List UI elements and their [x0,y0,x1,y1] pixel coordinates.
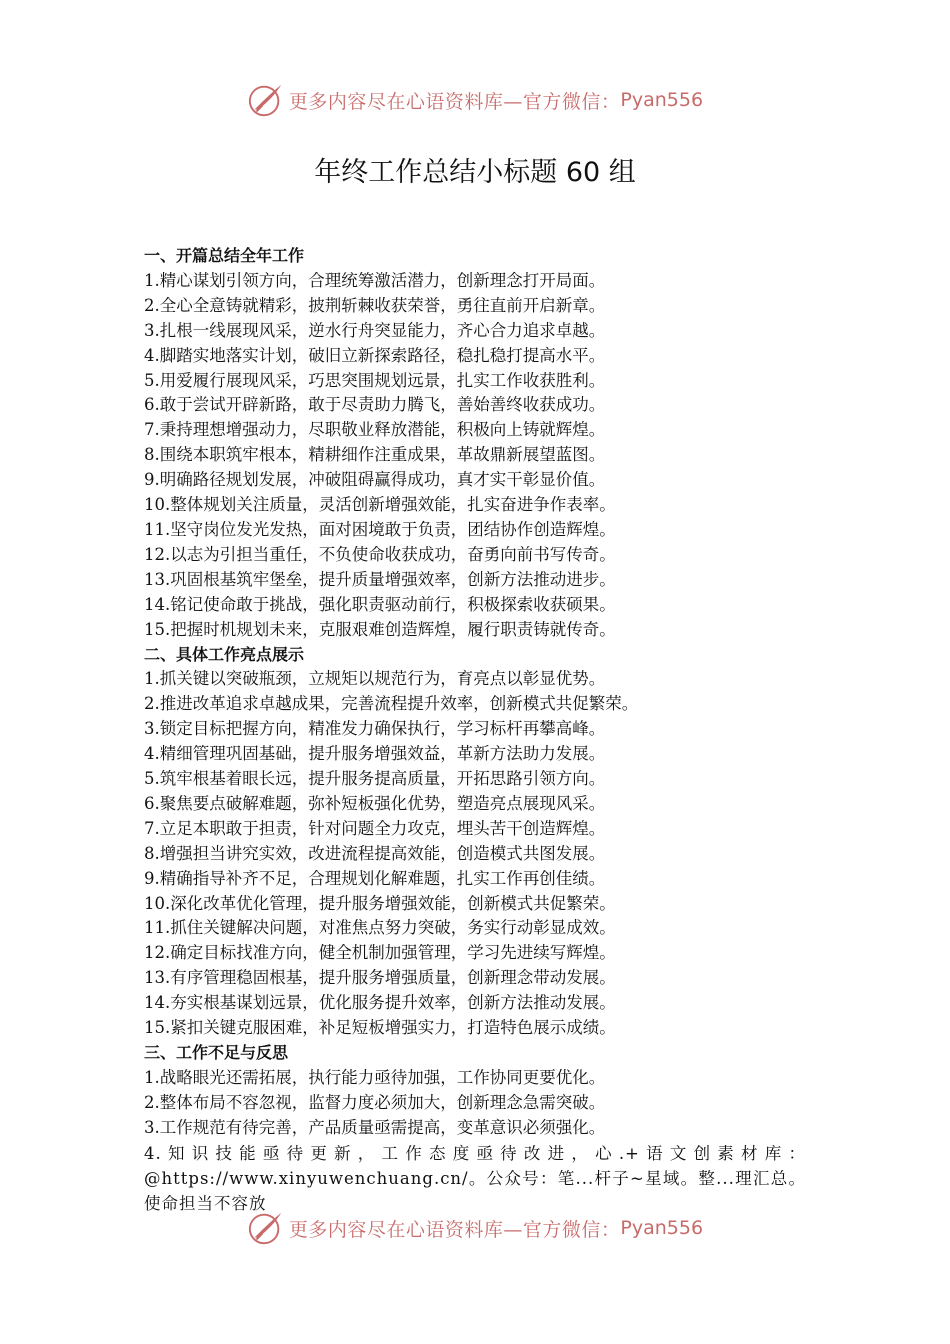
list-item: 9.明确路径规划发展，冲破阻碍赢得成功，真才实干彰显价值。 [144,470,606,490]
list-item: 7.秉持理想增强动力，尽职敬业释放潜能，积极向上铸就辉煌。 [144,420,606,440]
list-item: 2.整体布局不容忽视，监督力度必须加大，创新理念急需突破。 [144,1092,606,1112]
list-item: 12.以志为引担当重任，不负使命收获成功，奋勇向前书写传奇。 [144,544,616,564]
list-item: 15.把握时机规划未来，克服艰难创造辉煌，履行职责铸就传奇。 [144,619,616,639]
top-banner [0,80,950,120]
list-item: 4.精细管理巩固基础，提升服务增强效益，革新方法助力发展。 [144,744,606,764]
list-item: 2.全心全意铸就精彩，披荆斩棘收获荣誉，勇往直前开启新章。 [144,295,606,315]
list-item: 8.增强担当讲究实效，改进流程提高效能，创造模式共图发展。 [144,843,606,863]
list-item: 1.精心谋划引领方向，合理统筹激活潜力，创新理念打开局面。 [144,270,606,290]
document-body [144,244,814,1216]
section-heading: 三、工作不足与反思 [144,1043,289,1062]
list-item: 8.围绕本职筑牢根本，精耕细作注重成果，革故鼎新展望蓝图。 [144,445,606,465]
quill-pen-icon [247,1209,285,1247]
quill-pen-icon [247,81,285,119]
list-item: 1.抓关键以突破瓶颈，立规矩以规范行为，育亮点以彰显优势。 [144,669,606,689]
list-item: 12.确定目标找准方向，健全机制加强管理，学习先进续写辉煌。 [144,943,616,963]
section-heading: 一、开篇总结全年工作 [144,246,305,265]
list-item: 9.精确指导补齐不足，合理规划化解难题，扎实工作再创佳绩。 [144,868,606,888]
list-item: 14.夯实根基谋划远景，优化服务提升效率，创新方法推动发展。 [144,993,616,1013]
list-item: 3.工作规范有待完善，产品质量亟需提高，变革意识必须强化。 [144,1117,606,1137]
list-item: 11.坚守岗位发光发热，面对困境敢于负责，团结协作创造辉煌。 [144,519,616,539]
list-item: 11.抓住关键解决问题，对准焦点努力突破，务实行动彰显成效。 [144,918,616,938]
bottom-banner [0,1208,950,1248]
list-item: 10.深化改革优化管理，提升服务增强效能，创新模式共促繁荣。 [144,893,616,913]
list-item: 13.有序管理稳固根基，提升服务增强质量，创新理念带动发展。 [144,968,616,988]
list-item: 14.铭记使命敢于挑战，强化职责驱动前行，积极探索收获硕果。 [144,594,616,614]
list-item: 1.战略眼光还需拓展，执行能力亟待加强，工作协同更要优化。 [144,1067,606,1087]
list-item: 15.紧扣关键克服困难，补足短板增强实力，打造特色展示成绩。 [144,1018,616,1038]
list-item: 4.脚踏实地落实计划，破旧立新探索路径，稳扎稳打提高水平。 [144,345,606,365]
list-item: 6.聚焦要点破解难题，弥补短板强化优势，塑造亮点展现风采。 [144,793,606,813]
section-heading: 二、具体工作亮点展示 [144,644,305,664]
list-item: 13.巩固根基筑牢堡垒，提升质量增强效率，创新方法推动进步。 [144,569,616,589]
list-item: 2.推进改革追求卓越成果，完善流程提升效率，创新模式共促繁荣。 [144,694,639,714]
page-title: 年终工作总结小标题 60 组 [314,157,636,188]
list-item: 6.敢于尝试开辟新路，敢于尽责助力腾飞，善始善终收获成功。 [144,395,606,415]
banner-text: 更多内容尽在心语资料库—官方微信： [288,1218,621,1241]
final-paragraph: 4.知识技能亟待更新，工作态度亟待改进，心.+语文创素材库：@https://www.xinyuwenchuang.cn/。公众号：笔...杆子~星域。整...理汇总。使命担当不容放 [144,1143,806,1213]
banner-text: 更多内容尽在心语资料库—官方微信： [288,90,621,113]
list-item: 10.整体规划关注质量，灵活创新增强效能，扎实奋进争作表率。 [144,495,616,515]
list-item: 3.扎根一线展现风采，逆水行舟突显能力，齐心合力追求卓越。 [144,320,606,340]
wechat-id: Pyan556 [620,1217,704,1239]
list-item: 7.立足本职敢于担责，针对问题全力攻克，埋头苦干创造辉煌。 [144,818,606,838]
list-item: 3.锁定目标把握方向，精准发力确保执行，学习标杆再攀高峰。 [144,719,606,739]
list-item: 5.筑牢根基着眼长远，提升服务提高质量，开拓思路引领方向。 [144,769,606,789]
wechat-id: Pyan556 [620,89,704,111]
list-item: 5.用爱履行展现风采，巧思突围规划远景，扎实工作收获胜利。 [144,370,606,390]
